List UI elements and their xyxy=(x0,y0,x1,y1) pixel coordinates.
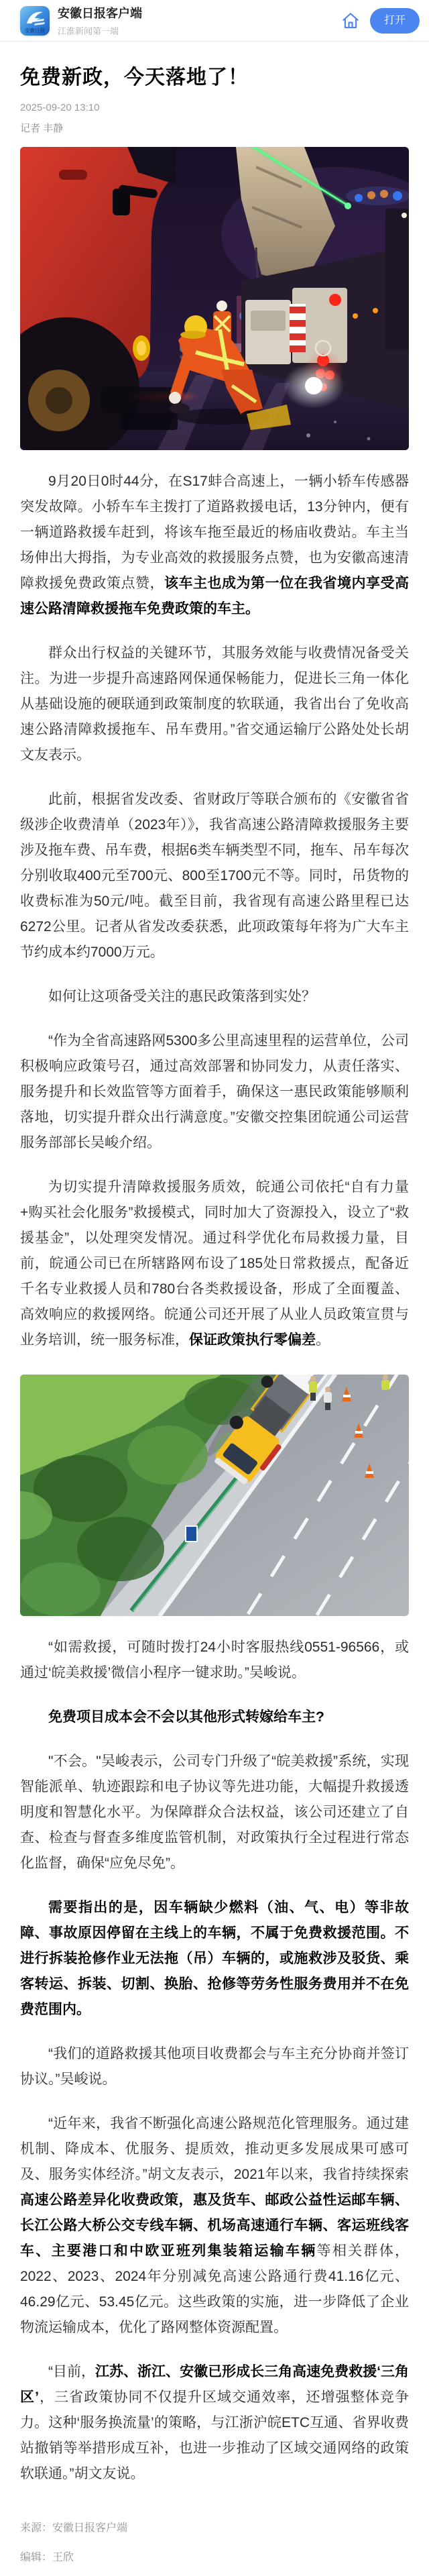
highway-tow-photo[interactable] xyxy=(20,1375,409,1616)
app-title: 安徽日报客户端 xyxy=(58,7,142,20)
article-paragraph: “近年来，我省不断强化高速公路规范化管理服务。通过建机制、降成本、优服务、提质效，推动更多发展成果可感可及、服务实体经济。”胡文友表示，2021年以来，我省持续探索高速公路差异化收费政策，惠及货车、邮政公益性运邮车辆、长江公路大桥公交专线车辆、机场高速通行车辆、客运班线客车、主要港口和中欧亚班列集装箱运输车辆等相关群体，2022、2023、2024年分别减免高速公路通行费41.16亿元、46.29亿元、53.45亿元。这些政策的实施，进一步降低了企业物流运输成本，优化了路网整体资源配置。 xyxy=(20,2115,410,2335)
article-paragraph: "不会。"吴峻表示，公司专门升级了“皖美救援”系统，实现智能派单、轨迹跟踪和电子协议等先进功能，大幅提升救援透明度和智慧化水平。为保障群众合法权益，该公司还建立了自查、检查与督查多维度监管机制，对政策执行全过程进行常态化监督，确保“应免尽免”。 xyxy=(20,1753,409,1871)
article-body-2 xyxy=(20,1635,409,2487)
article-paragraph: “我们的道路救援其他项目收费都会与车主充分协商并签订协议。”吴峻说。 xyxy=(20,2045,409,2087)
app-subtitle: 江淮新闻第一端 xyxy=(58,26,119,36)
article xyxy=(0,64,429,2576)
home-icon xyxy=(341,11,361,31)
publish-date: 2025-09-20 13:10 xyxy=(20,101,100,113)
app-logo-graphic xyxy=(20,6,50,36)
article-paragraph: 群众出行权益的关键环节，其服务效能与收费情况备受关注。为进一步提升高速路网保通保畅能力，促进长三角一体化从基础设施的硬联通到政策制度的软联通，我省出台了免收高速公路清障救援拖车、吊车费用。”省交通运输厅公路处处长胡文友表示。 xyxy=(20,645,409,763)
highway-tow-illustration xyxy=(20,1375,409,1616)
article-paragraph: 如何让这项备受关注的惠民政策落到实处？ xyxy=(48,988,316,1004)
article-paragraph: 为切实提升清障救援服务质效，皖通公司依托“自有力量+购买社会化服务”救援模式，同时加大了资源投入，设立了“救援基金”，以处理突发情况。通过科学优化布局救援力量，目前，皖通公司已在所辖路网布设了185处日常救援点，配备近千名专业救援人员和780台各类救援设备，形成了全面覆盖、高效响应的救援网络。皖通公司还开展了从业人员政策宣贯与业务培训，统一服务标准，保证政策执行零偏差。 xyxy=(20,1179,409,1348)
article-paragraph: “如需救援，可随时拨打24小时客服热线0551-96566，或通过‘皖美救援’微信小程序一键求助。”吴峻说。 xyxy=(20,1639,409,1680)
article-title: 免费新政，今天落地了！ xyxy=(20,66,249,89)
app-banner xyxy=(0,0,429,42)
article-paragraph: 此前，根据省发改委、省财政厅等联合颁布的《安徽省省级涉企收费清单（2023年）》，我省高速公路清障救援服务主要涉及拖车费、吊车费，根据6类车辆类型不同，拖车、吊车每次分别收取400元至700元、800至1700元不等。同时，吊货物的收费标准为50元/吨。截至目前，我省现有高速公路里程已达6272公里。记者从省发改委获悉，此项政策每年将为广大车主节约成本约7000万元。 xyxy=(20,791,409,960)
byline: 记者 丰静 xyxy=(20,122,64,134)
app-icon-caption: 安徽日报 xyxy=(25,27,45,34)
article-paragraph: 需要指出的是，因车辆缺少燃料（油、气、电）等非故障、事故原因停留在主线上的车辆，不属于免费救援范围。不进行拆装抢修作业无法拖（吊）车辆的，或施救涉及驳货、乘客转运、拆装、切割、换胎、抢修等劳务性服务费用并不在免费范围内。 xyxy=(20,1899,409,2017)
article-subheading: 免费项目成本会不会以其他形式转嫁给车主? xyxy=(48,1709,324,1725)
article-paragraph: “目前，江苏、浙江、安徽已形成长三角高速免费救援‘三角区’，三省政策协同不仅提升区域交通效率，还增强整体竞争力。这种‘服务换流量’的策略，与江浙沪皖ETC互通、省界收费站撤销等举措形成互补，也进一步推动了区域交通网络的政策软联通。”胡文友说。 xyxy=(20,2363,409,2481)
article-paragraph: “作为全省高速路网5300多公里高速里程的运营单位，公司积极响应政策号召，通过高效部署和协同发力，从责任落实、服务提升和长效监管等方面着手，确保这一惠民政策能够顺利落地，切实提升群众出行满意度。”安徽交控集团皖通公司运营服务部部长吴峻介绍。 xyxy=(20,1032,409,1150)
anhui-daily-logo xyxy=(20,6,50,36)
article-paragraph: 9月20日0时44分，在S17蚌合高速上，一辆小轿车传感器突发故障。小轿车车主拨打了道路救援电话，13分钟内，便有一辆道路救援车赶到，将该车拖至最近的杨庙收费站。车主当场伸出大拇指，为专业高效的救援服务点赞，也为安徽高速清障救援免费政策点赞，该车主也成为第一位在我省境内享受高速公路清障救援拖车免费政策的车主。 xyxy=(20,473,409,616)
article-footer xyxy=(20,2519,409,2576)
editor-line: 编辑：王欣 xyxy=(20,2551,74,2563)
night-rescue-illustration xyxy=(20,147,409,450)
source-line: 来源：安徽日报客户端 xyxy=(20,2522,128,2534)
night-rescue-photo[interactable] xyxy=(20,147,409,450)
article-body-1 xyxy=(20,469,409,1353)
open-app-button[interactable]: 打开 xyxy=(370,8,420,34)
home-button[interactable] xyxy=(341,11,361,31)
app-title-block xyxy=(58,4,341,37)
